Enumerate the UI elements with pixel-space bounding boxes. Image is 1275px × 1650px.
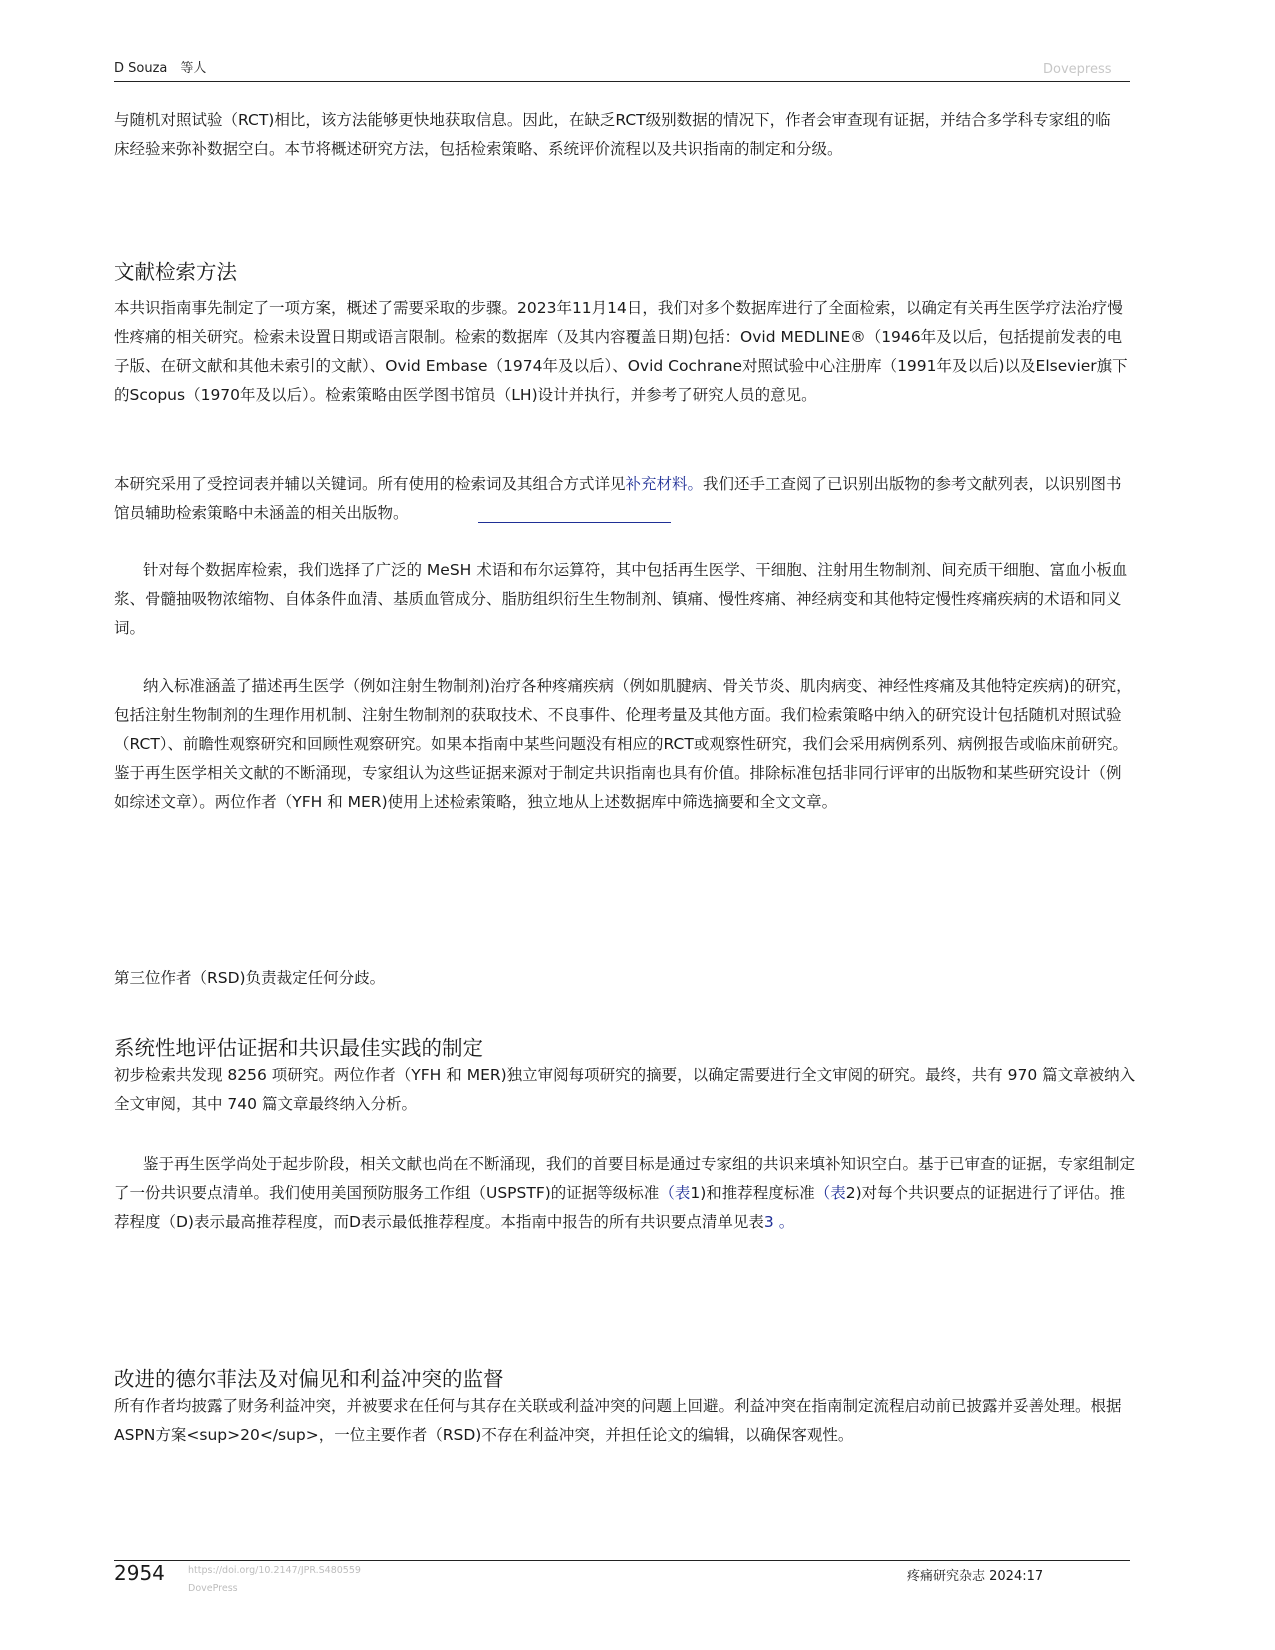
link-underline	[478, 522, 671, 523]
running-header-author: D Souza 等人	[114, 61, 207, 76]
intro-paragraph	[114, 106, 1136, 164]
delphi-paragraph-1: 所有作者均披露了财务利益冲突，并被要求在任何与其存在关联或利益冲突的问题上回避。利益冲突在指南制定流程启动前已披露并妥善处理。根据ASPN方案<sup>20</sup>，一位主要作者（RSD)不存在利益冲突，并担任论文的编辑，以确保客观性。	[114, 1397, 1122, 1444]
table-1-link[interactable]: （表	[659, 1184, 691, 1202]
section-heading-evidence-evaluation: 系统性地评估证据和共识最佳实践的制定	[114, 1036, 483, 1060]
literature-paragraph-4: 纳入标准涵盖了描述再生医学（例如注射生物制剂)治疗各种疼痛疾病（例如肌腱病、骨关节炎、肌肉病变、神经性疼痛及其他特定疾病)的研究，包括注射生物制剂的生理作用机制、注射生物制剂的获取技术、不良事件、伦理考量及其他方面。我们检索策略中纳入的研究设计包括随机对照试验（RCT）、前瞻性观察研究和回顾性观察研究。如果本指南中某些问题没有相应的RCT或观察性研究，我们会采用病例系列、病例报告或临床前研究。鉴于再生医学相关文献的不断涌现，专家组认为这些证据来源对于制定共识指南也具有价值。排除标准包括非同行评审的出版物和某些研究设计（例如综述文章）。两位作者（YFH 和 MER)使用上述检索策略，独立地从上述数据库中筛选摘要和全文文章。	[114, 677, 1132, 811]
literature-p2-text-a: 本研究采用了受控词表并辅以关键词。所有使用的检索词及其组合方式详见	[114, 475, 626, 493]
literature-paragraph-2	[114, 470, 1136, 528]
section-heading-literature-search: 文献检索方法	[114, 260, 237, 284]
literature-p2-text-b: 我们还手工查阅了已识别出版物的参考文献列表，以识别图书馆员辅助检索策略中未涵盖的相关出版物。	[114, 475, 1122, 522]
table-2-link[interactable]: （表	[814, 1184, 846, 1202]
supplementary-material-link[interactable]: 补充材料。	[625, 475, 704, 493]
doi-link[interactable]: https://doi.org/10.2147/JPR.S480559	[188, 1565, 361, 1576]
literature-paragraph-1: 本共识指南事先制定了一项方案，概述了需要采取的步骤。2023年11月14日，我们对多个数据库进行了全面检索，以确定有关再生医学疗法治疗慢性疼痛的相关研究。检索未设置日期或语言限制。检索的数据库（及其内容覆盖日期)包括：Ovid MEDLINE®（1946年及以后，包括提前发表的电子版、在研文献和其他未索引的文献）、Ovid Embase（1974年及以后）、Ovid Cochrane对照试验中心注册库（1991年及以后)以及Elsevier旗下的Scopus（1970年及以后）。检索策略由医学图书馆员（LH)设计并执行，并参考了研究人员的意见。	[114, 299, 1128, 404]
footer-rule	[114, 1560, 1130, 1561]
table-3-link[interactable]: 3 。	[763, 1213, 795, 1231]
evaluation-p2-text-b: 1)和推荐程度标准	[690, 1184, 815, 1202]
header-rule	[114, 81, 1130, 82]
intro-line-2: 床经验来弥补数据空白。本节将概述研究方法，包括检索策略、系统评价流程以及共识指南的制定和分级。	[114, 140, 843, 158]
page-number: 2954	[114, 1561, 165, 1585]
evaluation-paragraph-2	[114, 1150, 1136, 1237]
running-header-publisher: Dovepress	[1043, 62, 1112, 77]
evaluation-p2-text-a: 鉴于再生医学尚处于起步阶段，相关文献也尚在不断涌现，我们的首要目标是通过专家组的共识来填补知识空白。基于已审查的证据，专家组制定了一份共识要点清单。我们使用美国预防服务工作组（USPSTF)的证据等级标准	[114, 1155, 1136, 1202]
literature-paragraph-3: 针对每个数据库检索，我们选择了广泛的 MeSH 术语和布尔运算符，其中包括再生医学、干细胞、注射用生物制剂、间充质干细胞、富血小板血浆、骨髓抽吸物浓缩物、自体条件血清、基质血管成分、脂肪组织衍生生物制剂、镇痛、慢性疼痛、神经病变和其他特定慢性疼痛疾病的术语和同义词。	[114, 561, 1128, 637]
journal-citation: 疼痛研究杂志 2024:17	[907, 1569, 1044, 1584]
section-heading-delphi-method: 改进的德尔菲法及对偏见和利益冲突的监督	[114, 1367, 504, 1391]
evaluation-p2-text-c: 2)对每个共识要点的证据进行了评估。推荐程度（D)表示最高推荐程度，而D表示最低推荐程度。本指南中报告的所有共识要点清单见表	[114, 1184, 1126, 1231]
intro-line-1: 与随机对照试验（RCT)相比，该方法能够更快地获取信息。因此，在缺乏RCT级别数据的情况下，作者会审查现有证据，并结合多学科专家组的临	[114, 111, 1111, 129]
literature-paragraph-5: 第三位作者（RSD)负责裁定任何分歧。	[114, 969, 386, 987]
doi-publisher: DovePress	[188, 1583, 238, 1594]
evaluation-paragraph-1: 初步检索共发现 8256 项研究。两位作者（YFH 和 MER)独立审阅每项研究的摘要，以确定需要进行全文审阅的研究。最终，共有 970 篇文章被纳入全文审阅，其中 740 篇文章最终纳入分析。	[114, 1066, 1136, 1113]
